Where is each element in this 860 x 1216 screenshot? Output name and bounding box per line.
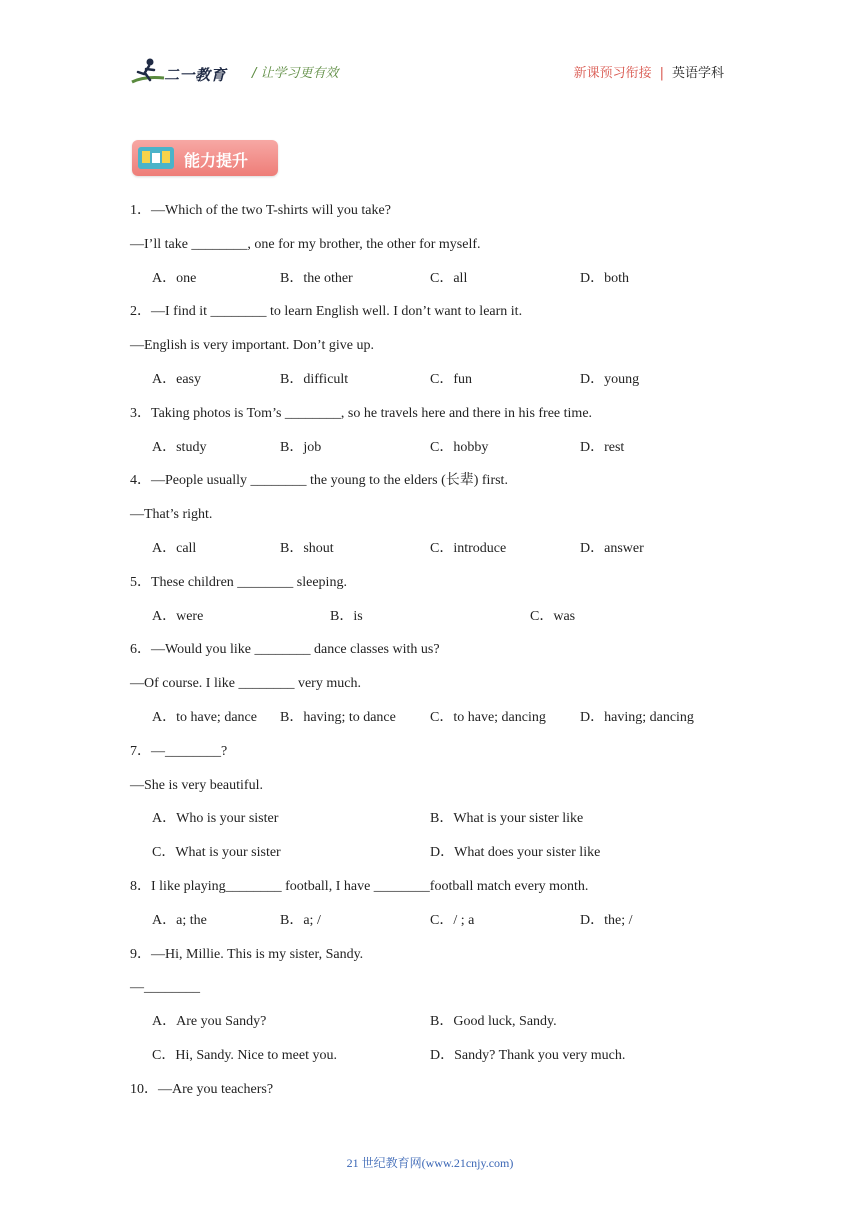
answer-option[interactable]: C．fun: [430, 371, 472, 387]
answer-option[interactable]: A．a; the: [152, 912, 207, 928]
question-text: —English is very important. Don’t give up.: [130, 338, 374, 354]
answer-option[interactable]: B．What is your sister like: [430, 811, 584, 827]
question-text: —She is very beautiful.: [130, 777, 263, 793]
answer-option[interactable]: A．Who is your sister: [152, 811, 279, 827]
question-text: 9．—Hi, Millie. This is my sister, Sandy.: [130, 946, 364, 962]
question-1: [130, 200, 730, 301]
answer-option[interactable]: A．to have; dance: [152, 709, 257, 725]
answer-option[interactable]: A．were: [152, 608, 204, 624]
subject-label: 英语学科: [671, 66, 724, 81]
answer-option[interactable]: C．to have; dancing: [430, 709, 546, 725]
answer-option[interactable]: D．Sandy? Thank you very much.: [430, 1047, 626, 1063]
question-9: [130, 944, 730, 1079]
answer-option[interactable]: C．What is your sister: [152, 845, 281, 861]
course-label: 新课预习衔接: [573, 66, 652, 81]
answer-option[interactable]: C．Hi, Sandy. Nice to meet you.: [152, 1047, 337, 1063]
answer-option[interactable]: B．having; to dance: [280, 709, 396, 725]
answer-option[interactable]: B．is: [330, 608, 363, 624]
answer-option[interactable]: B．difficult: [280, 371, 349, 387]
answer-option[interactable]: A．call: [152, 540, 197, 556]
question-text: 2．—I find it ________ to learn English well. I don’t want to learn it.: [130, 304, 523, 320]
question-text: —Of course. I like ________ very much.: [130, 676, 361, 692]
blocks-icon: [138, 147, 174, 169]
answer-option[interactable]: D．answer: [580, 540, 644, 556]
answer-option[interactable]: C．all: [430, 270, 468, 286]
answer-option[interactable]: C．hobby: [430, 439, 489, 455]
header-right: [574, 62, 724, 81]
question-text: 1．—Which of the two T-shirts will you take?: [130, 203, 391, 218]
question-text: —________: [130, 980, 200, 996]
question-10: [130, 1079, 730, 1113]
answer-option[interactable]: A．study: [152, 439, 207, 455]
question-8: [130, 876, 730, 944]
answer-option[interactable]: A．easy: [152, 371, 201, 387]
question-3: [130, 403, 730, 471]
answer-option[interactable]: D．rest: [580, 439, 625, 455]
slogan: / 让学习更有效: [252, 66, 339, 81]
answer-option[interactable]: C．was: [530, 608, 576, 624]
answer-option[interactable]: A．Are you Sandy?: [152, 1014, 267, 1030]
question-text: —I’ll take ________, one for my brother, the other for myself.: [130, 236, 481, 252]
logo: [130, 56, 240, 90]
answer-option[interactable]: B．Good luck, Sandy.: [430, 1014, 557, 1030]
question-4: [130, 470, 730, 571]
question-5: [130, 572, 730, 640]
question-7: [130, 741, 730, 876]
answer-option[interactable]: B．a; /: [280, 912, 321, 928]
question-text: 6．—Would you like ________ dance classes with us?: [130, 642, 440, 658]
question-6: [130, 639, 730, 740]
answer-option[interactable]: D．young: [580, 371, 640, 387]
answer-option[interactable]: D．both: [580, 270, 629, 286]
page-header: [0, 0, 860, 110]
answer-option[interactable]: B．shout: [280, 540, 334, 556]
question-list: [130, 200, 730, 1113]
question-text: 4．—People usually ________ the young to the elders (长辈) first.: [130, 473, 508, 489]
answer-option[interactable]: B．the other: [280, 270, 353, 286]
answer-option[interactable]: D．having; dancing: [580, 709, 694, 725]
question-2: [130, 301, 730, 402]
answer-option[interactable]: C．/ ; a: [430, 912, 475, 928]
header-separator: |: [659, 66, 664, 81]
question-text: 10．—Are you teachers?: [130, 1081, 274, 1097]
answer-option[interactable]: A．one: [152, 270, 197, 286]
page-footer: 21 世纪教育网(www.21cnjy.com): [346, 1156, 514, 1170]
section-title: 能力提升: [184, 151, 249, 170]
logo-text: 二一教育: [164, 66, 227, 84]
answer-option[interactable]: D．the; /: [580, 912, 633, 928]
answer-option[interactable]: C．introduce: [430, 540, 507, 556]
section-badge: [132, 140, 278, 176]
question-text: 5．These children ________ sleeping.: [130, 574, 347, 590]
answer-option[interactable]: B．job: [280, 439, 322, 455]
answer-option[interactable]: D．What does your sister like: [430, 845, 601, 861]
question-text: 7．—________?: [130, 743, 228, 759]
question-text: 3．Taking photos is Tom’s ________, so he travels here and there in his free time.: [130, 405, 593, 421]
question-text: —That’s right.: [130, 507, 213, 523]
question-text: 8．I like playing________ football, I have ________football match every month.: [130, 878, 589, 894]
